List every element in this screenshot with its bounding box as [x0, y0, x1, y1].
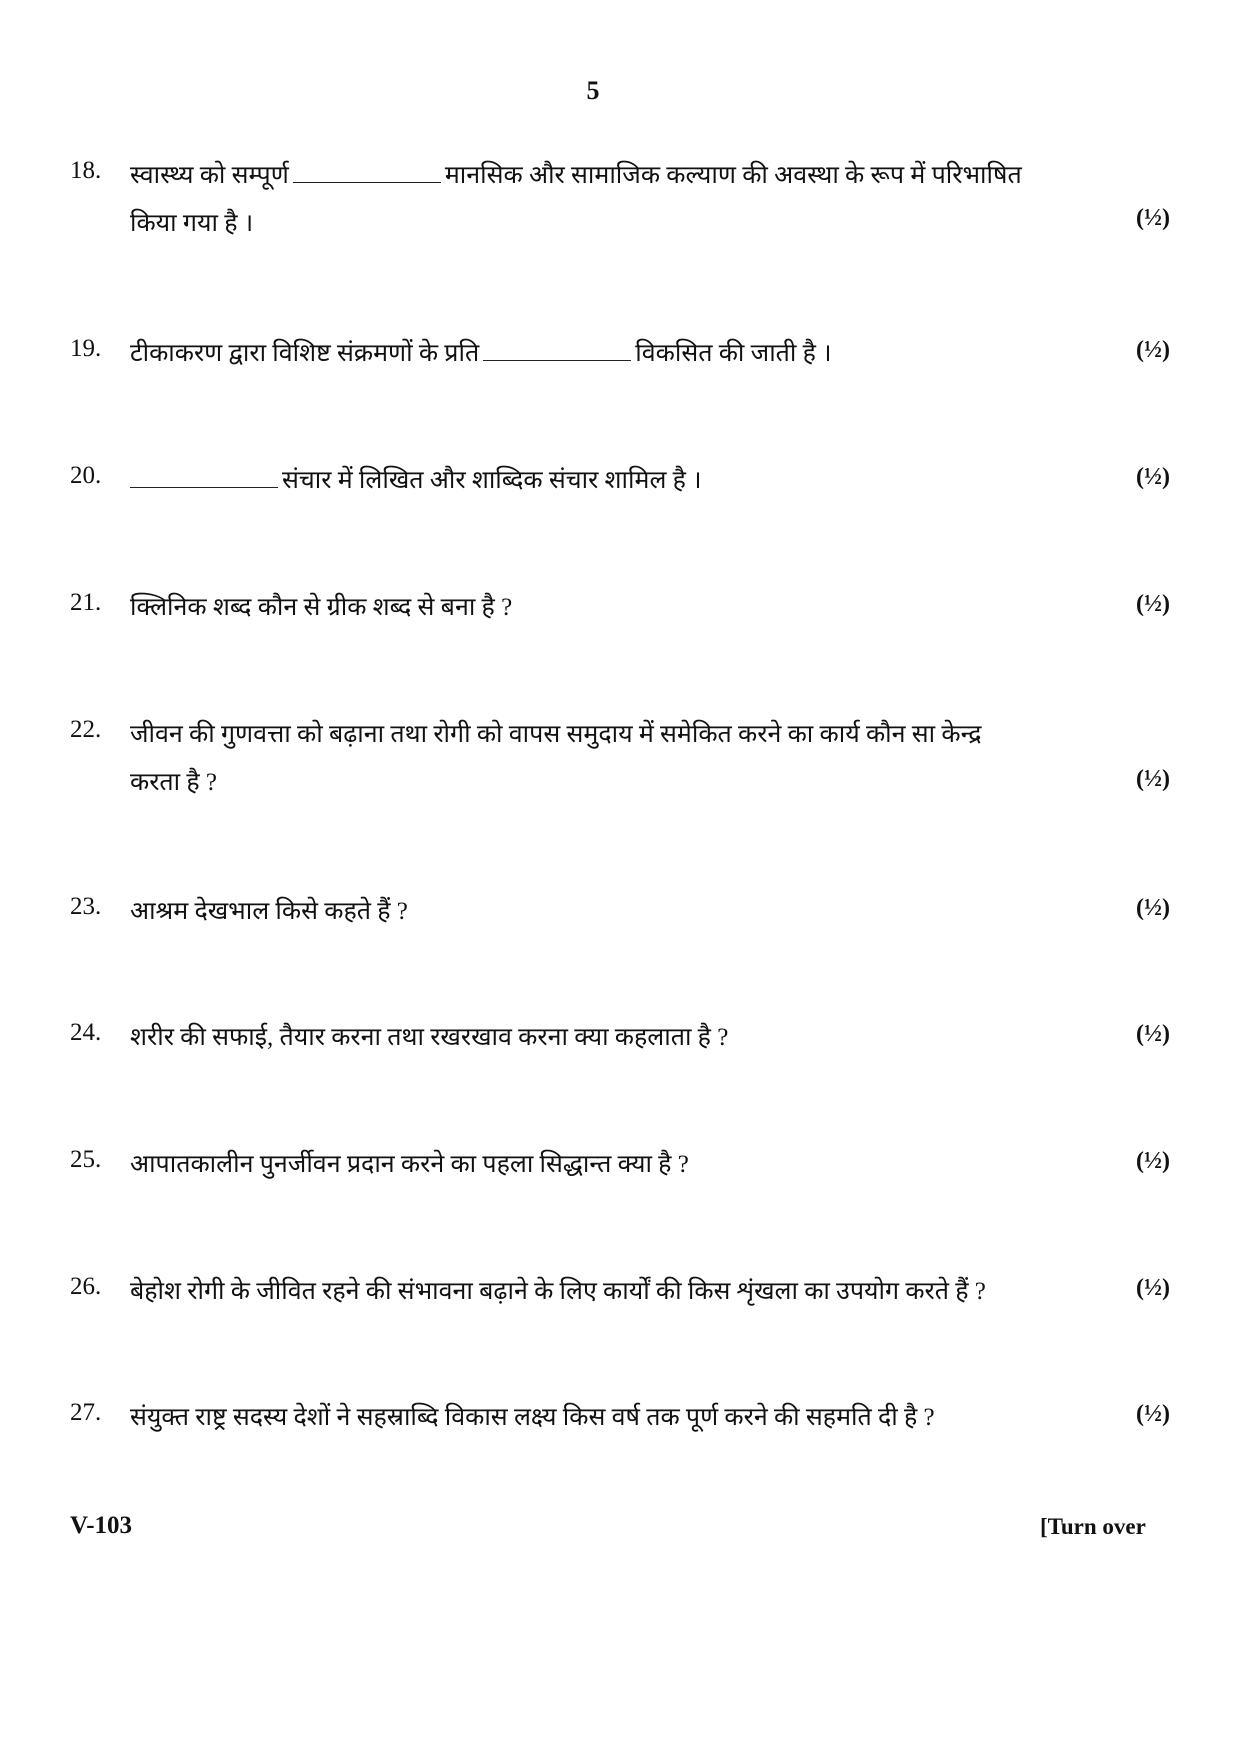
question-text-after-blank: विकसित की जाती है ।: [635, 340, 832, 367]
question-number: 18.: [70, 157, 102, 184]
marks: (½): [1136, 591, 1170, 617]
question-text-line-1: [130, 157, 1022, 191]
question-text-line-1: [130, 335, 832, 369]
paper-code: V-103: [70, 1512, 133, 1539]
question-number: 24.: [70, 1019, 102, 1046]
marks: (½): [1136, 464, 1170, 490]
marks: (½): [1136, 895, 1170, 921]
question-text: आपातकालीन पुनर्जीवन प्रदान करने का पहला सिद्धान्त क्या है ?: [130, 1151, 689, 1178]
marks: (½): [1136, 1401, 1170, 1427]
marks: (½): [1136, 766, 1170, 792]
question-text: संयुक्त राष्ट्र सदस्य देशों ने सहस्राब्दि विकास लक्ष्य किस वर्ष तक पूर्ण करने की सहमति दी है ?: [130, 1404, 935, 1431]
question-text-line-1: जीवन की गुणवत्ता को बढ़ाना तथा रोगी को वापस समुदाय में समेकित करने का कार्य कौन सा केन्द्र: [130, 721, 982, 748]
question-number: 19.: [70, 335, 102, 362]
question-text: शरीर की सफाई, तैयार करना तथा रखरखाव करना क्या कहलाता है ?: [130, 1024, 729, 1051]
question-number: 20.: [70, 462, 102, 489]
page-number: 5: [586, 76, 600, 105]
answer-blank: [483, 342, 631, 361]
question-number: 27.: [70, 1399, 102, 1426]
turn-over-note: [Turn over: [1040, 1514, 1146, 1539]
question-number: 26.: [70, 1273, 102, 1300]
marks: (½): [1136, 1021, 1170, 1047]
question-number: 23.: [70, 893, 102, 920]
answer-blank: [130, 469, 278, 488]
marks: (½): [1136, 205, 1170, 231]
question-text-before-blank: टीकाकरण द्वारा विशिष्ट संक्रमणों के प्रति: [130, 340, 480, 367]
question-text: बेहोश रोगी के जीवित रहने की संभावना बढ़ाने के लिए कार्यों की किस शृंखला का उपयोग करते हैं ?: [130, 1278, 986, 1305]
marks: (½): [1136, 1275, 1170, 1301]
question-text-after-blank: संचार में लिखित और शाब्दिक संचार शामिल है ।: [282, 467, 702, 494]
answer-blank: [293, 164, 441, 183]
question-text: क्लिनिक शब्द कौन से ग्रीक शब्द से बना है ?: [130, 594, 513, 621]
marks: (½): [1136, 1148, 1170, 1174]
question-text-after-blank: मानसिक और सामाजिक कल्याण की अवस्था के रूप में परिभाषित: [444, 162, 1022, 189]
question-text-line-1: [126, 462, 702, 496]
question-number: 25.: [70, 1146, 102, 1173]
question-text-line-2: किया गया है ।: [130, 210, 254, 237]
marks: (½): [1136, 337, 1170, 363]
question-text-line-2: करता है ?: [130, 769, 218, 796]
question-text-before-blank: स्वास्थ्य को सम्पूर्ण: [130, 162, 289, 189]
question-number: 21.: [70, 589, 102, 616]
question-text: आश्रम देखभाल किसे कहते हैं ?: [130, 898, 408, 925]
question-number: 22.: [70, 716, 102, 743]
